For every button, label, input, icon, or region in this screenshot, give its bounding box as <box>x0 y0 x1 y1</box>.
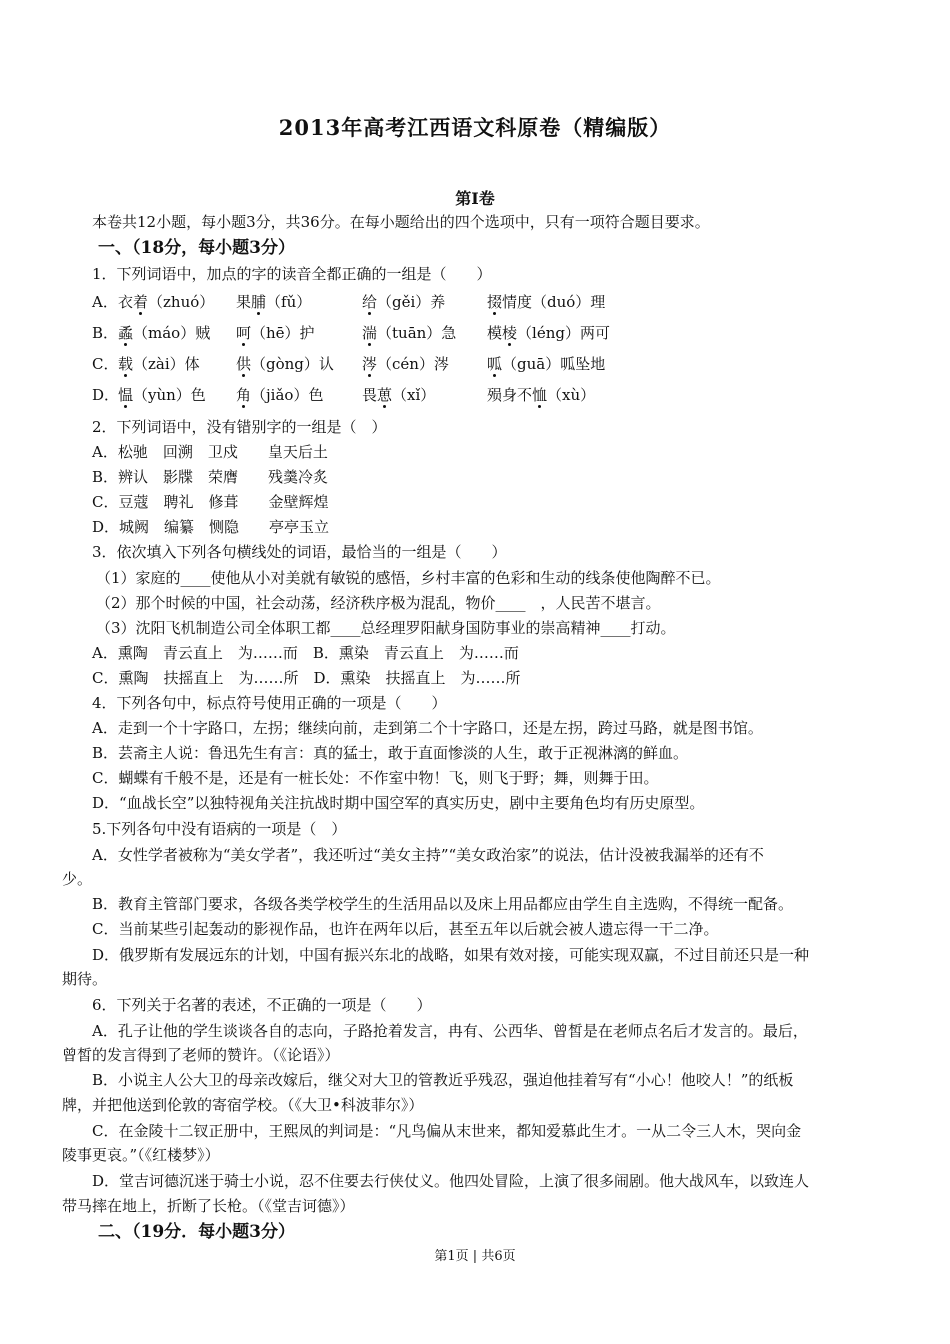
part2-heading: 二、（19分．每小题3分） <box>98 1222 295 1242</box>
q4-option-b: B．芸斋主人说：鲁迅先生有言：真的猛士，敢于直面惨淡的人生，敢于正视淋漓的鲜血。 <box>92 744 689 762</box>
q1-a-item2: 果脯（fǔ） <box>236 293 312 311</box>
q5-option-a-line2: 少。 <box>62 870 93 888</box>
q6-option-a-line1: A．孔子让他的学生谈谈各自的志向，子路抢着发言，冉有、公西华、曾皙是在老师点名后才发言的。最后， <box>92 1022 808 1040</box>
q1-c-item1: 载（zài）体 <box>118 355 200 373</box>
q2-option-c: C．豆蔻 聘礼 修葺 金壁辉煌 <box>92 493 329 511</box>
option-label: B． <box>92 324 119 342</box>
q1-option-a <box>92 292 692 314</box>
q1-a-item4: 掇情度（duó）理 <box>487 293 606 311</box>
q1-b-item4: 模棱（léng）两可 <box>487 324 610 342</box>
option-label: C． <box>92 355 119 373</box>
q1-b-item3: 湍（tuān）急 <box>362 324 457 342</box>
intro-text: 本卷共12小题，每小题3分，共36分。在每小题给出的四个选项中，只有一项符合题目要求。 <box>92 213 710 231</box>
q2-option-d: D．城阙 编纂 恻隐 亭亭玉立 <box>92 518 330 536</box>
q6-option-b-line2: 牌，并把他送到伦敦的寄宿学校。（《大卫•科波菲尔》） <box>62 1096 424 1114</box>
q3-stem: 3．依次填入下列各句横线处的词语，最恰当的一组是（ ） <box>92 543 507 561</box>
q1-b-item2: 呵（hē）护 <box>236 324 315 342</box>
q2-option-b: B．辨认 影牒 荣膺 残羹冷炙 <box>92 468 329 486</box>
q4-stem: 4．下列各句中，标点符号使用正确的一项是（ ） <box>92 694 447 712</box>
q6-option-c-line1: C．在金陵十二钗正册中，王熙凤的判词是：“凡鸟偏从末世来，都知爱慕此生才。一从二令三人木，哭向金 <box>92 1122 802 1140</box>
q6-option-b-line1: B．小说主人公大卫的母亲改嫁后，继父对大卫的管教近乎残忍，强迫他挂着写有“小心！他咬人！”的纸板 <box>92 1071 794 1089</box>
q6-option-d-line1: D．堂吉诃德沉迷于骑士小说，忍不住要去行侠仗义。他四处冒险，上演了很多闹剧。他大战风车，以致连人 <box>92 1172 810 1190</box>
q1-a-item1: 衣着（zhuó） <box>118 293 215 311</box>
q3-sentence-1: （1）家庭的____使他从小对美就有敏锐的感悟，乡村丰富的色彩和生动的线条使他陶醉不已。 <box>96 569 721 587</box>
q1-option-b <box>92 323 692 345</box>
q1-c-item4: 呱（guā）呱坠地 <box>487 355 606 373</box>
q5-option-d-line2: 期待。 <box>62 970 108 988</box>
q1-option-d <box>92 385 692 407</box>
q1-a-item3: 给（gěi）养 <box>362 293 446 311</box>
q1-b-item1: 蟊（máo）贼 <box>118 324 211 342</box>
option-label: D． <box>92 386 120 404</box>
q6-option-a-line2: 曾皙的发言得到了老师的赞许。（《论语》） <box>62 1046 340 1064</box>
page-footer: 第1页 | 共6页 <box>434 1249 516 1264</box>
q6-stem: 6．下列关于名著的表述，不正确的一项是（ ） <box>92 996 432 1014</box>
q3-options-cd: C．熏陶 扶摇直上 为……所 D．熏染 扶摇直上 为……所 <box>92 669 521 687</box>
q2-option-a: A．松驰 回溯 卫戍 皇天后土 <box>92 443 328 461</box>
q5-option-a-line1: A．女性学者被称为“美女学者”，我还听过“美女主持”“美女政治家”的说法，估计没被我漏举的还有不 <box>92 846 764 864</box>
q4-option-d: D．“血战长空”以独特视角关注抗战时期中国空军的真实历史，剧中主要角色均有历史原型。 <box>92 794 705 812</box>
q4-option-c: C．蝴蝶有千般不是，还是有一桩长处：不作室中物！飞，则飞于野；舞，则舞于田。 <box>92 769 659 787</box>
q1-option-c <box>92 354 692 376</box>
q1-stem: 1．下列词语中，加点的字的读音全都正确的一组是（ ） <box>92 265 492 283</box>
q3-sentence-2: （2）那个时候的中国，社会动荡，经济秩序极为混乱，物价____ ，人民苦不堪言。 <box>96 594 661 612</box>
page-title: 2013年高考江西语文科原卷（精编版） <box>278 115 672 140</box>
q6-option-d-line2: 带马摔在地上，折断了长枪。（《堂吉诃德》） <box>62 1197 355 1215</box>
q3-options-ab: A．熏陶 青云直上 为……而 B．熏染 青云直上 为……而 <box>92 644 519 662</box>
option-label: A． <box>92 293 118 311</box>
q5-option-c: C．当前某些引起轰动的影视作品，也许在两年以后，甚至五年以后就会被人遗忘得一干二净。 <box>92 920 719 938</box>
q1-d-item4: 殒身不恤（xù） <box>487 386 596 404</box>
q1-c-item3: 涔（cén）涔 <box>362 355 449 373</box>
q1-d-item3: 畏葸（xǐ） <box>362 386 436 404</box>
q2-stem: 2．下列词语中，没有错别字的一组是（ ） <box>92 418 387 436</box>
section-title: 第Ⅰ卷 <box>455 189 495 208</box>
q3-sentence-3: （3）沈阳飞机制造公司全体职工都____总经理罗阳献身国防事业的崇高精神____打动。 <box>96 619 676 637</box>
q6-option-c-line2: 陵事更哀。”（《红楼梦》） <box>62 1146 220 1164</box>
q1-c-item2: 供（gòng）认 <box>236 355 334 373</box>
q5-option-b: B．教育主管部门要求，各级各类学校学生的生活用品以及床上用品都应由学生自主选购，不得统一配备。 <box>92 895 794 913</box>
q1-d-item2: 角（jiǎo）色 <box>236 386 324 404</box>
q1-d-item1: 愠（yùn）色 <box>118 386 206 404</box>
q4-option-a: A．走到一个十字路口，左拐；继续向前，走到第二个十字路口，还是左拐，跨过马路，就是图书馆。 <box>92 719 763 737</box>
q5-stem: 5.下列各句中没有语病的一项是（ ） <box>92 820 347 838</box>
q5-option-d-line1: D．俄罗斯有发展远东的计划，中国有振兴东北的战略，如果有效对接，可能实现双赢，不过目前还只是一种 <box>92 946 810 964</box>
part1-heading: 一、（18分，每小题3分） <box>98 238 295 258</box>
